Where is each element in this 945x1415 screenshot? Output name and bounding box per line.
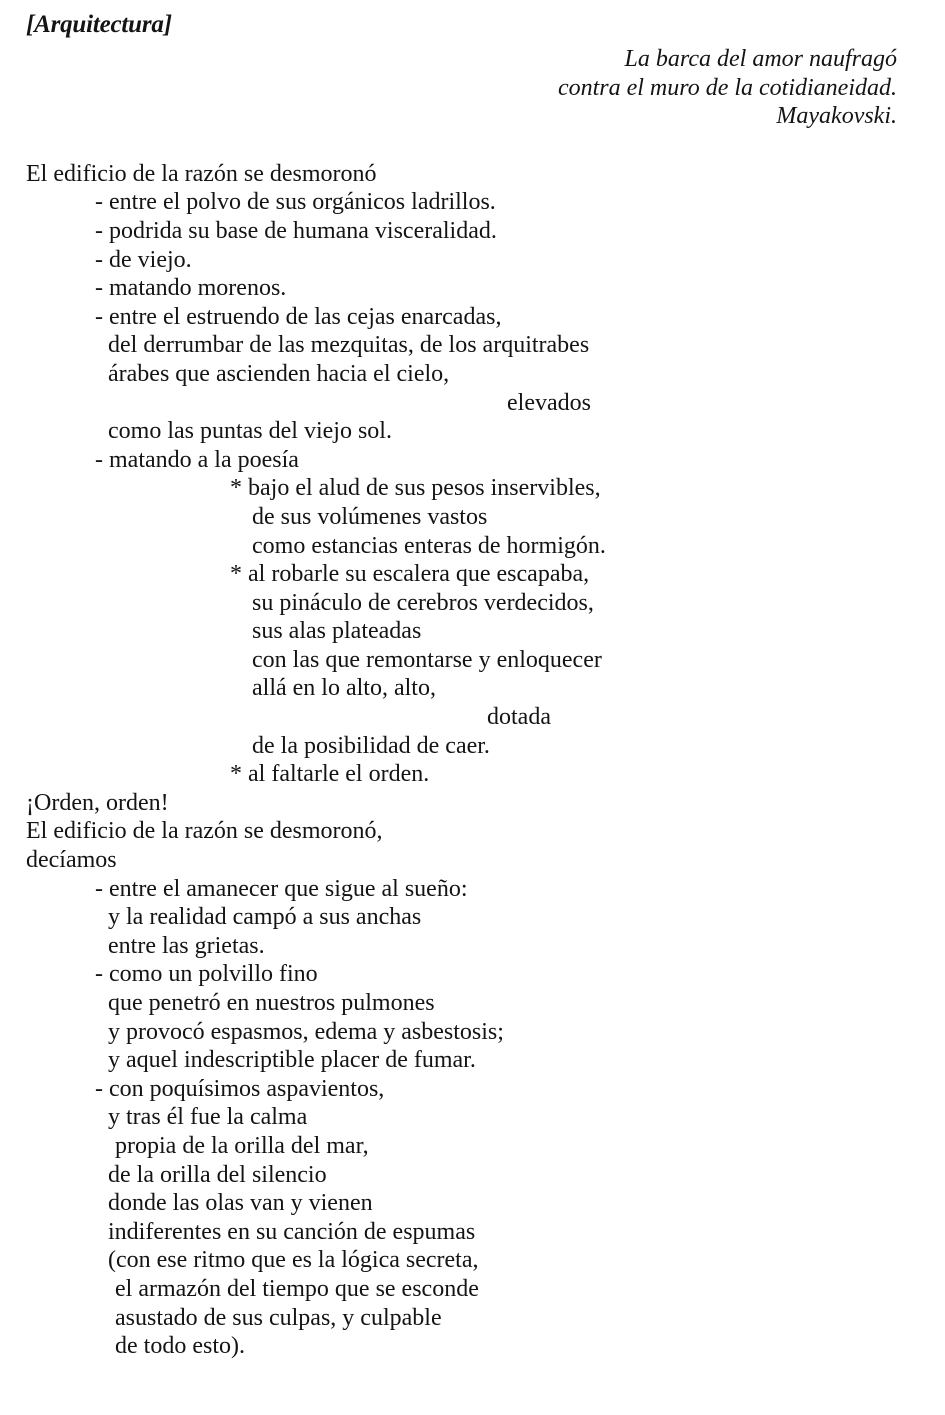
poem-line: El edificio de la razón se desmoronó [26, 160, 377, 187]
poem-line: - entre el estruendo de las cejas enarcadas, [95, 303, 502, 330]
poem-line: * al robarle su escalera que escapaba, [230, 561, 590, 588]
poem-line: * bajo el alud de sus pesos inservibles, [230, 475, 601, 502]
poem-line: decíamos [26, 847, 117, 874]
poem-line: y provocó espasmos, edema y asbestosis; [108, 1018, 504, 1045]
poem-title: [Arquitectura] [26, 11, 172, 38]
epigraph-line: contra el muro de la cotidianeidad. [557, 74, 897, 101]
epigraph [26, 45, 897, 131]
poem-line: dotada [487, 704, 551, 731]
poem-body [26, 160, 897, 1361]
poem-line: que penetró en nuestros pulmones [108, 990, 435, 1016]
poem-line: de la orilla del silencio [108, 1161, 327, 1188]
poem-line: y aquel indescriptible placer de fumar. [108, 1047, 476, 1074]
poem-line: - entre el amanecer que sigue al sueño: [95, 875, 468, 902]
poem-line: (con ese ritmo que es la lógica secreta, [108, 1247, 479, 1274]
poem-line: ¡Orden, orden! [26, 789, 169, 816]
poem-line: de todo esto). [115, 1333, 245, 1360]
poem-line: de sus volúmenes vastos [252, 503, 488, 530]
poem-line: - matando morenos. [95, 275, 287, 302]
poem-line: árabes que ascienden hacia el cielo, [108, 360, 450, 387]
epigraph-line: Mayakovski. [776, 103, 897, 130]
poem-line: y la realidad campó a sus anchas [108, 904, 422, 931]
poem-line: elevados [507, 389, 591, 416]
poem-line: - entre el polvo de sus orgánicos ladrillos. [95, 189, 496, 216]
poem-line: donde las olas van y vienen [108, 1190, 373, 1217]
poem-line: sus alas plateadas [252, 618, 422, 645]
poem-line: indiferentes en su canción de espumas [108, 1218, 476, 1245]
poem-line: - de viejo. [95, 246, 192, 273]
poem-line: - matando a la poesía [95, 446, 299, 473]
poem-line: de la posibilidad de caer. [252, 732, 490, 759]
poem-line: El edificio de la razón se desmoronó, [26, 818, 383, 845]
poem-line: y tras él fue la calma [108, 1104, 308, 1131]
epigraph-line: La barca del amor naufragó [624, 46, 897, 72]
poem-line: del derrumbar de las mezquitas, de los arquitrabes [108, 332, 590, 359]
poem-line: con las que remontarse y enloquecer [252, 646, 602, 673]
poem-line: allá en lo alto, alto, [252, 675, 436, 702]
poem-line: como las puntas del viejo sol. [108, 418, 392, 445]
poem-line: * al faltarle el orden. [230, 761, 430, 788]
poem-line: - como un polvillo fino [95, 961, 318, 988]
poem-line: el armazón del tiempo que se esconde [115, 1275, 479, 1302]
poem-line: propia de la orilla del mar, [115, 1132, 369, 1159]
poem-line: - con poquísimos aspavientos, [95, 1075, 385, 1102]
poem-line: como estancias enteras de hormigón. [252, 532, 606, 559]
poem-line: entre las grietas. [108, 932, 265, 959]
poem-line: - podrida su base de humana visceralidad. [95, 217, 497, 244]
poem-line: asustado de sus culpas, y culpable [115, 1304, 442, 1331]
poem-line: su pináculo de cerebros verdecidos, [252, 589, 594, 616]
